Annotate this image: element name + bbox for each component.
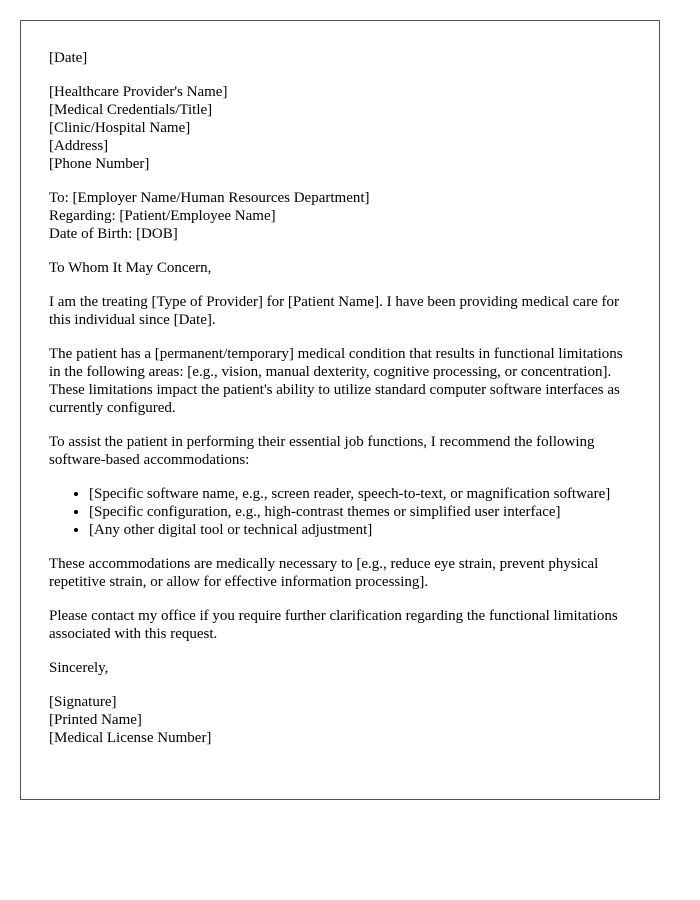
accommodations-list	[49, 485, 631, 539]
recipient-to: To: [Employer Name/Human Resources Department]	[49, 190, 370, 206]
provider-address: [Address]	[49, 138, 109, 154]
letter-date: [Date]	[49, 50, 88, 66]
list-item: • [Any other digital tool or technical adjustment]	[89, 521, 631, 539]
signoff: Sincerely,	[49, 660, 109, 676]
list-item: • [Specific configuration, e.g., high-contrast themes or simplified user interface]	[89, 503, 631, 521]
provider-credentials: [Medical Credentials/Title]	[49, 102, 213, 118]
paragraph-medical-condition: The patient has a [permanent/temporary] medical condition that results in functional limitations in the following areas: [e.g., vision, manual dexterity, cognitive processing, or concentration]. These limitations impact the patient's ability to utilize standard computer software interfaces as currently configured.	[49, 346, 623, 416]
provider-block	[49, 83, 631, 173]
recipient-dob: Date of Birth: [DOB]	[49, 226, 178, 242]
paragraph-medical-necessity: These accommodations are medically necessary to [e.g., reduce eye strain, prevent physical repetitive strain, or allow for effective information processing].	[49, 556, 599, 590]
paragraph-contact: Please contact my office if you require further clarification regarding the functional limitations associated with this request.	[49, 608, 618, 642]
paragraph-recommendation-intro: To assist the patient in performing their essential job functions, I recommend the following software-based accommodations:	[49, 434, 595, 468]
provider-clinic: [Clinic/Hospital Name]	[49, 120, 191, 136]
provider-phone: [Phone Number]	[49, 156, 150, 172]
letter-document	[20, 20, 660, 800]
provider-name: [Healthcare Provider's Name]	[49, 84, 228, 100]
license-number-line: [Medical License Number]	[49, 730, 212, 746]
printed-name-line: [Printed Name]	[49, 712, 142, 728]
signature-block	[49, 693, 631, 747]
recipient-regarding: Regarding: [Patient/Employee Name]	[49, 208, 276, 224]
paragraph-treating-provider: I am the treating [Type of Provider] for [Patient Name]. I have been providing medical care for this individual since [Date].	[49, 294, 619, 328]
recipient-block	[49, 189, 631, 243]
list-item: • [Specific software name, e.g., screen reader, speech-to-text, or magnification software]	[89, 485, 631, 503]
salutation: To Whom It May Concern,	[49, 260, 212, 276]
signature-line: [Signature]	[49, 694, 117, 710]
date-block	[49, 49, 631, 67]
